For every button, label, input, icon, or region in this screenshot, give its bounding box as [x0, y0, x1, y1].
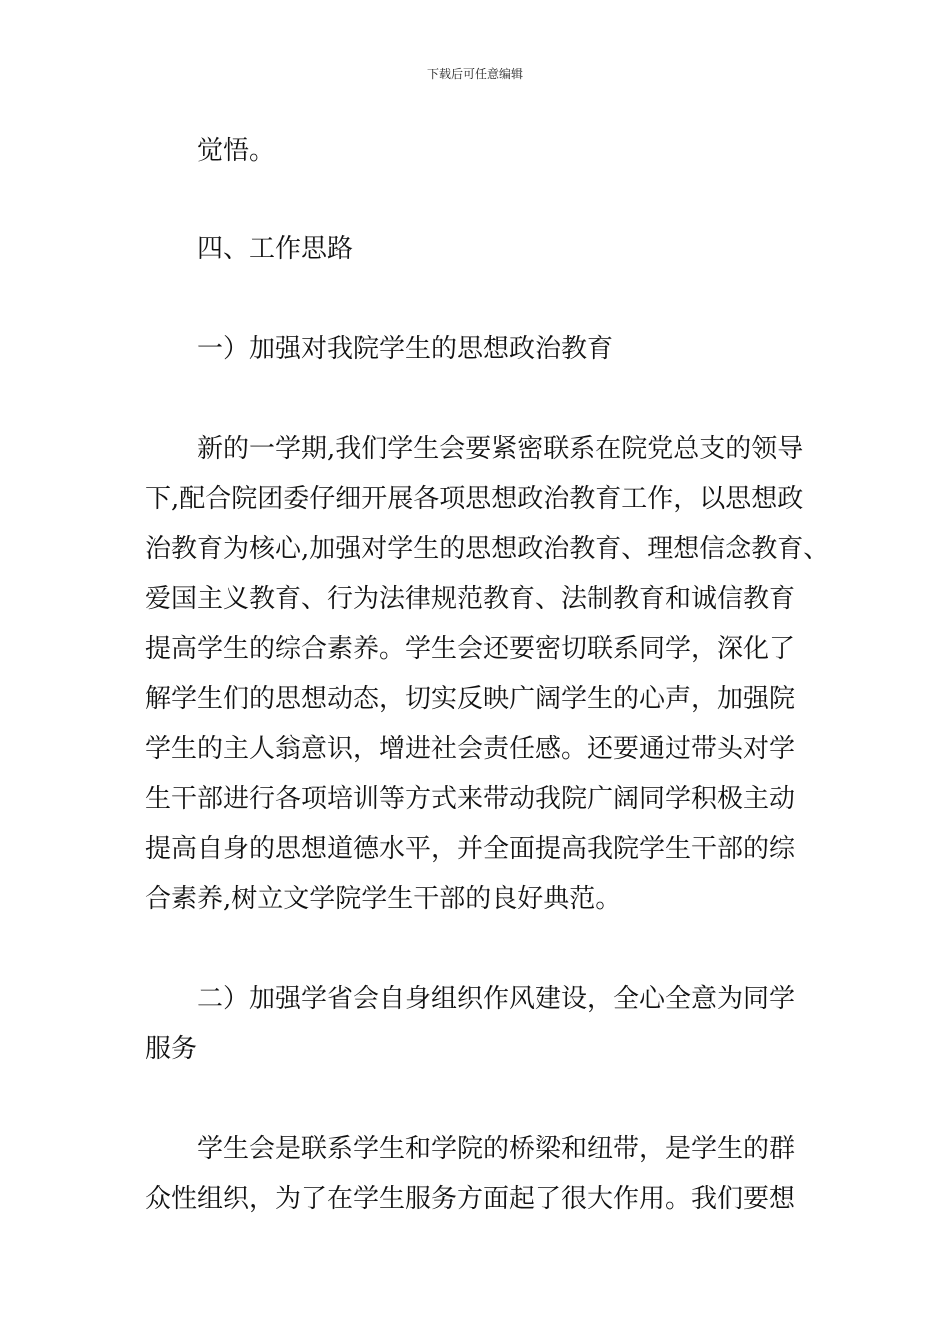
subsection-heading-cont: 服务	[145, 1034, 198, 1064]
paragraph-line: 生干部进行各项培训等方式来带动我院广阔同学积极主动	[145, 784, 796, 814]
paragraph-line: 新的一学期,我们学生会要紧密联系在院党总支的领导	[197, 434, 804, 464]
paragraph-line: 下,配合院团委仔细开展各项思想政治教育工作，以思想政	[145, 484, 804, 514]
page-header: 下载后可任意编辑	[426, 67, 523, 81]
paragraph-line: 治教育为核心,加强对学生的思想政治教育、理想信念教育、	[145, 534, 830, 564]
paragraph-line: 学生会是联系学生和学院的桥梁和纽带，是学生的群	[197, 1134, 796, 1164]
paragraph-line: 提高学生的综合素养。学生会还要密切联系同学，深化了	[145, 634, 796, 664]
section-heading: 四、工作思路	[197, 234, 354, 264]
paragraph-line: 提高自身的思想道德水平，并全面提高我院学生干部的综	[145, 834, 796, 864]
paragraph-line: 合素养,树立文学院学生干部的良好典范。	[145, 884, 622, 914]
paragraph-line: 众性组织，为了在学生服务方面起了很大作用。我们要想	[145, 1184, 796, 1214]
paragraph-line: 学生的主人翁意识，增进社会责任感。还要通过带头对学	[145, 734, 796, 764]
paragraph-line: 爱国主义教育、行为法律规范教育、法制教育和诚信教育	[145, 584, 796, 614]
paragraph-line: 解学生们的思想动态，切实反映广阔学生的心声，加强院	[145, 684, 796, 714]
subsection-heading: 二）加强学省会自身组织作风建设，全心全意为同学	[197, 984, 796, 1014]
text-line: 觉悟。	[197, 136, 276, 166]
subsection-heading: 一）加强对我院学生的思想政治教育	[197, 334, 614, 364]
